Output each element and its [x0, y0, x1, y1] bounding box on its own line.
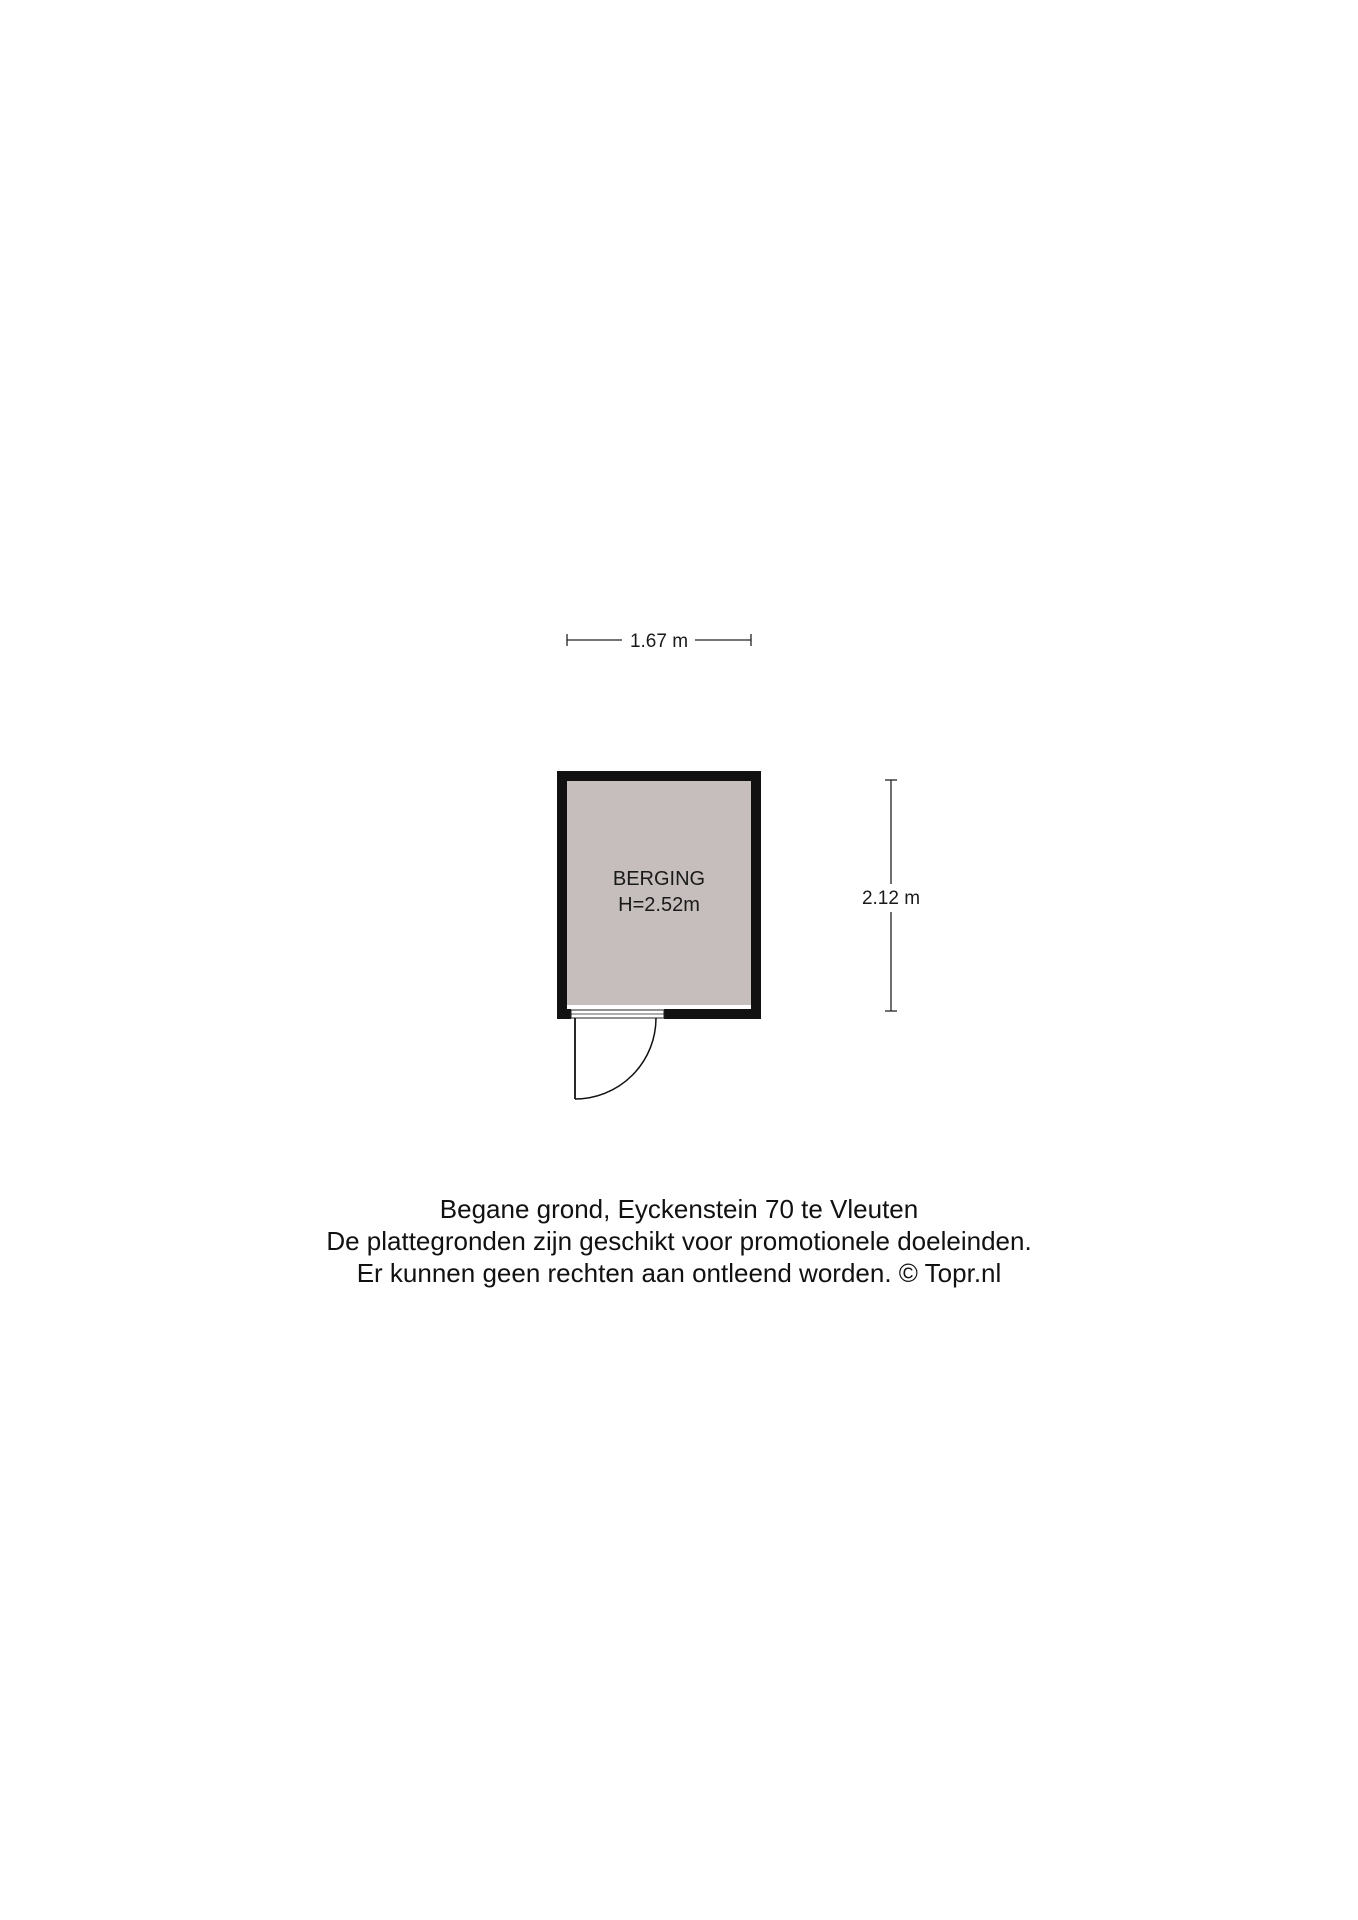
room-berging — [557, 771, 761, 1099]
room-floor — [564, 781, 752, 1005]
caption — [0, 1193, 1358, 1289]
wall-right — [751, 771, 761, 1019]
caption-line-2: De plattegronden zijn geschikt voor promotionele doeleinden. — [326, 1226, 1032, 1256]
room-height: H=2.52m — [618, 894, 700, 916]
wall-bottom-right — [664, 1009, 761, 1019]
width-label: 1.67 m — [629, 631, 689, 652]
caption-line-3: Er kunnen geen rechten aan ontleend worden. © Topr.nl — [356, 1258, 1002, 1288]
width-dimension — [567, 631, 751, 652]
height-label: 2.12 m — [861, 888, 921, 909]
door-swing-arc — [575, 1018, 656, 1099]
wall-left — [557, 771, 567, 1019]
wall-top — [557, 771, 761, 781]
wall-bottom-left — [557, 1009, 571, 1019]
caption-line-1: Begane grond, Eyckenstein 70 te Vleuten — [439, 1194, 919, 1224]
height-dimension — [855, 780, 927, 1011]
room-name: BERGING — [612, 868, 706, 890]
